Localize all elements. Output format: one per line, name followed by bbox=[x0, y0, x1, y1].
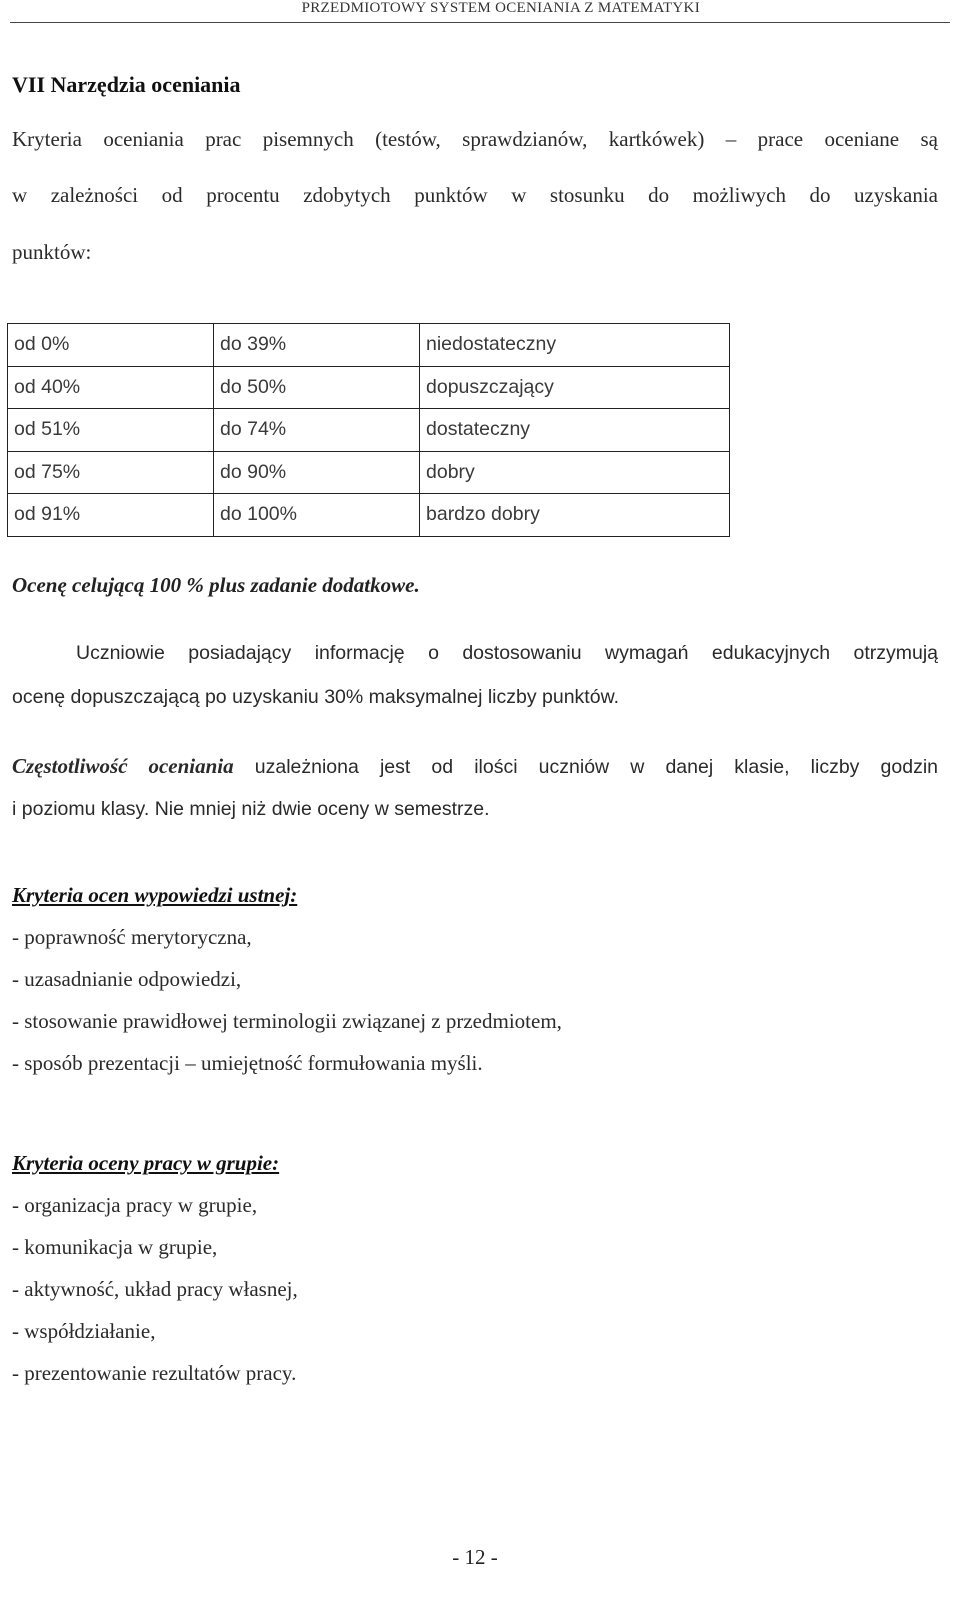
group-criteria-title: Kryteria oceny pracy w grupie: bbox=[12, 1151, 280, 1175]
cell-from: od 51% bbox=[8, 409, 214, 452]
cell-to: do 100% bbox=[214, 494, 420, 537]
table-row bbox=[8, 494, 730, 537]
page-number: - 12 - bbox=[452, 1545, 498, 1569]
list-item: - współdziałanie, bbox=[12, 1319, 156, 1343]
list-item: - poprawność merytoryczna, bbox=[12, 925, 252, 949]
intro-line-3: punktów: bbox=[12, 240, 92, 264]
celujaca-note: Ocenę celującą 100 % plus zadanie dodatkowe. bbox=[12, 573, 420, 597]
adapted-requirements-line-1: Uczniowie posiadający informację o dostosowaniu wymagań edukacyjnych otrzymują bbox=[76, 642, 938, 664]
cell-to: do 90% bbox=[214, 451, 420, 494]
cell-to: do 50% bbox=[214, 366, 420, 409]
cell-to: do 39% bbox=[214, 324, 420, 367]
cell-grade: niedostateczny bbox=[420, 324, 730, 367]
frequency-line-2: i poziomu klasy. Nie mniej niż dwie oceny w semestrze. bbox=[12, 798, 490, 820]
cell-grade: dostateczny bbox=[420, 409, 730, 452]
list-item: - organizacja pracy w grupie, bbox=[12, 1193, 258, 1217]
cell-from: od 0% bbox=[8, 324, 214, 367]
adapted-requirements-line-2: ocenę dopuszczającą po uzyskaniu 30% maksymalnej liczby punktów. bbox=[12, 686, 619, 708]
table-row bbox=[8, 451, 730, 494]
intro-line-2: w zależności od procentu zdobytych punktów w stosunku do możliwych do uzyskania bbox=[12, 183, 938, 207]
list-item: - aktywność, układ pracy własnej, bbox=[12, 1277, 298, 1301]
section-heading: VII Narzędzia oceniania bbox=[12, 72, 241, 97]
list-item: - uzasadnianie odpowiedzi, bbox=[12, 967, 242, 991]
cell-to: do 74% bbox=[214, 409, 420, 452]
list-item: - prezentowanie rezultatów pracy. bbox=[12, 1361, 297, 1385]
cell-from: od 40% bbox=[8, 366, 214, 409]
list-item: - stosowanie prawidłowej terminologii związanej z przedmiotem, bbox=[12, 1009, 562, 1033]
intro-line-1: Kryteria oceniania prac pisemnych (testów, sprawdzianów, kartkówek) – prace oceniane są bbox=[12, 127, 938, 151]
oral-criteria-title: Kryteria ocen wypowiedzi ustnej: bbox=[12, 883, 298, 907]
cell-grade: bardzo dobry bbox=[420, 494, 730, 537]
header-rule bbox=[10, 22, 950, 23]
list-item: - komunikacja w grupie, bbox=[12, 1235, 218, 1259]
cell-grade: dobry bbox=[420, 451, 730, 494]
frequency-text: uzależniona jest od ilości uczniów w danej klasie, liczby godzin bbox=[233, 756, 939, 778]
frequency-label: Częstotliwość oceniania bbox=[12, 754, 234, 778]
cell-from: od 91% bbox=[8, 494, 214, 537]
table-row bbox=[8, 324, 730, 367]
cell-from: od 75% bbox=[8, 451, 214, 494]
grade-thresholds-table bbox=[7, 323, 730, 537]
cell-grade: dopuszczający bbox=[420, 366, 730, 409]
table-row bbox=[8, 409, 730, 452]
table-row bbox=[8, 366, 730, 409]
list-item: - sposób prezentacji – umiejętność formułowania myśli. bbox=[12, 1051, 483, 1075]
running-header: PRZEDMIOTOWY SYSTEM OCENIANIA Z MATEMATYKI bbox=[301, 0, 700, 16]
frequency-line-1 bbox=[12, 754, 938, 779]
